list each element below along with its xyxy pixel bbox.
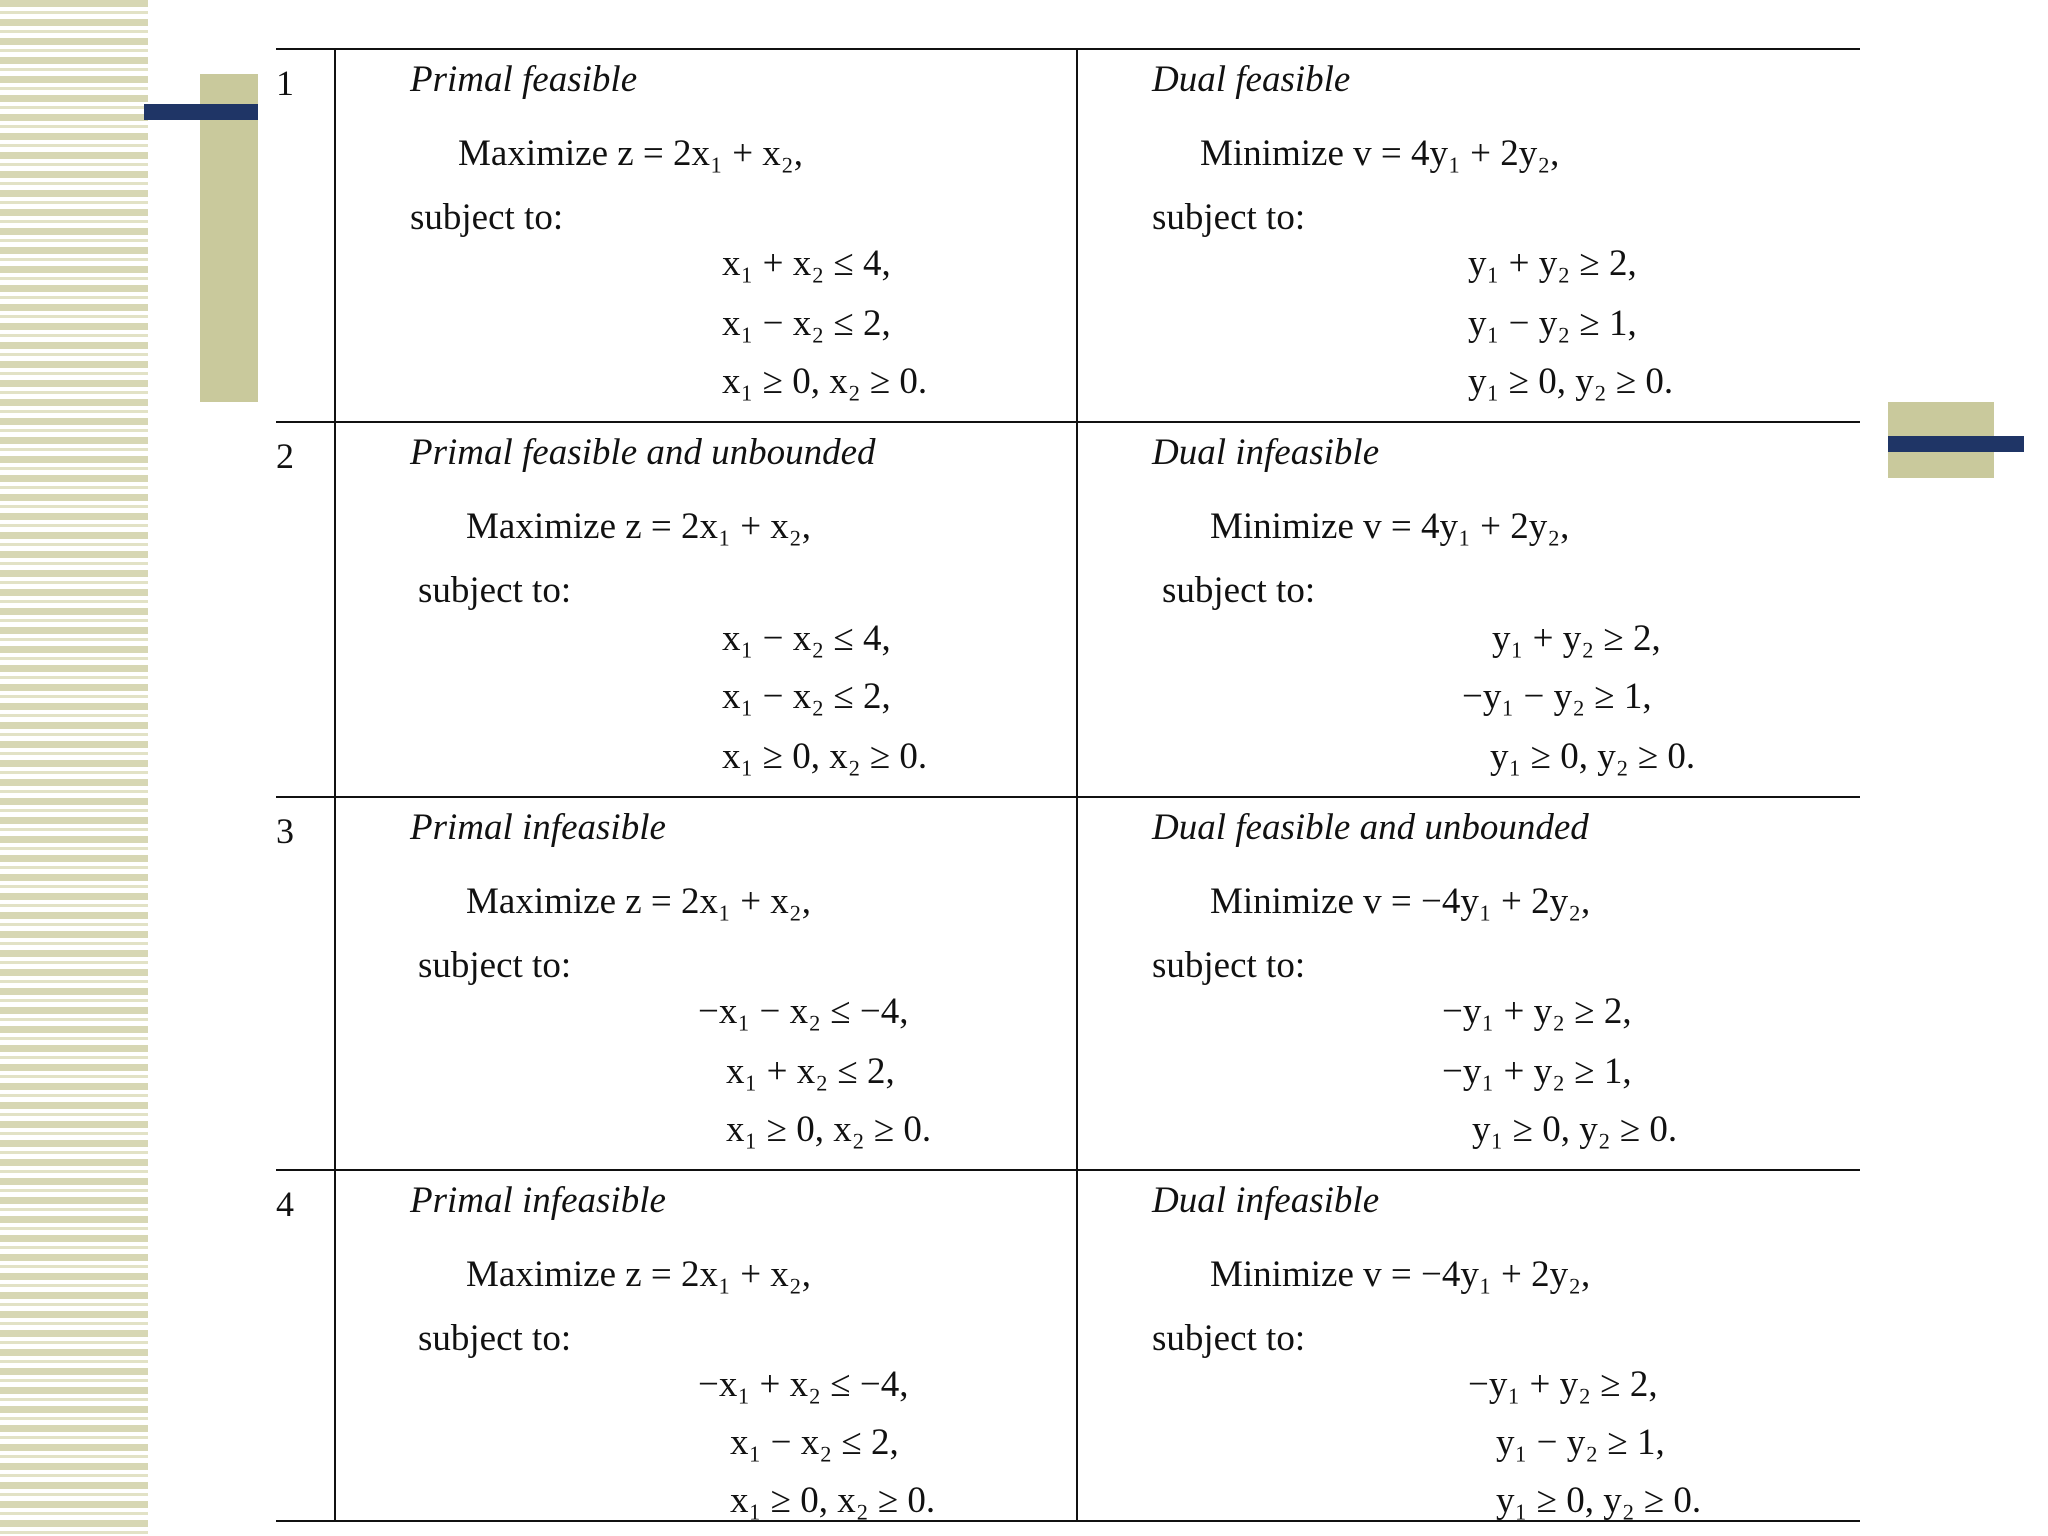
table-row (276, 1169, 1860, 1520)
primal-objective: Maximize z = 2x₁ + x₂, (466, 881, 811, 922)
table-row (276, 48, 1860, 421)
primal-constraint: −x₁ + x₂ ≤ −4, (698, 1364, 909, 1405)
primal-heading: Primal feasible and unbounded (410, 432, 876, 473)
primal-constraint: x₁ ≥ 0, x₂ ≥ 0. (730, 1480, 936, 1521)
dual-constraint: y₁ ≥ 0, y₂ ≥ 0. (1468, 361, 1674, 402)
dual-constraint: y₁ − y₂ ≥ 1, (1496, 1422, 1665, 1463)
dual-objective: Minimize v = 4y₁ + 2y₂, (1200, 133, 1560, 174)
primal-constraint: x₁ − x₂ ≤ 2, (722, 676, 891, 717)
dual-heading: Dual infeasible (1152, 1180, 1380, 1221)
primal-heading: Primal feasible (410, 59, 638, 100)
dual-objective: Minimize v = 4y₁ + 2y₂, (1210, 506, 1570, 547)
dual-constraint: −y₁ + y₂ ≥ 2, (1468, 1364, 1658, 1405)
primal-constraint: x₁ + x₂ ≤ 4, (722, 243, 891, 284)
dual-constraint: y₁ + y₂ ≥ 2, (1492, 618, 1661, 659)
row-number: 2 (276, 436, 294, 476)
primal-heading: Primal infeasible (410, 807, 666, 848)
duality-table (276, 48, 1860, 1524)
primal-constraint: x₁ − x₂ ≤ 4, (722, 618, 891, 659)
table-row (276, 796, 1860, 1169)
navy-bar-top-left (144, 104, 258, 120)
primal-constraint: −x₁ − x₂ ≤ −4, (698, 991, 909, 1032)
subject-to-label: subject to: (418, 1318, 572, 1359)
dual-objective: Minimize v = −4y₁ + 2y₂, (1210, 1254, 1591, 1295)
subject-to-label: subject to: (418, 570, 572, 611)
primal-constraint: x₁ ≥ 0, x₂ ≥ 0. (726, 1109, 932, 1150)
subject-to-label: subject to: (1152, 945, 1306, 986)
row-number: 3 (276, 811, 294, 851)
row-number: 1 (276, 63, 294, 103)
dual-constraint: y₁ + y₂ ≥ 2, (1468, 243, 1637, 284)
dual-constraint: y₁ ≥ 0, y₂ ≥ 0. (1472, 1109, 1678, 1150)
dual-constraint: −y₁ − y₂ ≥ 1, (1462, 676, 1652, 717)
dual-constraint: y₁ ≥ 0, y₂ ≥ 0. (1490, 736, 1696, 777)
dual-constraint: y₁ ≥ 0, y₂ ≥ 0. (1496, 1480, 1702, 1521)
dual-heading: Dual feasible (1152, 59, 1351, 100)
dual-objective: Minimize v = −4y₁ + 2y₂, (1210, 881, 1591, 922)
subject-to-label: subject to: (1152, 197, 1306, 238)
primal-constraint: x₁ + x₂ ≤ 2, (726, 1051, 895, 1092)
subject-to-label: subject to: (418, 945, 572, 986)
primal-objective: Maximize z = 2x₁ + x₂, (458, 133, 803, 174)
dual-heading: Dual infeasible (1152, 432, 1380, 473)
dual-constraint: −y₁ + y₂ ≥ 1, (1442, 1051, 1632, 1092)
subject-to-label: subject to: (1152, 1318, 1306, 1359)
left-stripe-decoration (0, 0, 148, 1536)
olive-block-top-left (200, 74, 258, 402)
table-row (276, 421, 1860, 796)
navy-bar-right (1888, 436, 2024, 452)
primal-constraint: x₁ ≥ 0, x₂ ≥ 0. (722, 736, 928, 777)
primal-constraint: x₁ − x₂ ≤ 2, (730, 1422, 899, 1463)
row-number: 4 (276, 1184, 294, 1224)
primal-constraint: x₁ − x₂ ≤ 2, (722, 303, 891, 344)
primal-objective: Maximize z = 2x₁ + x₂, (466, 1254, 811, 1295)
primal-objective: Maximize z = 2x₁ + x₂, (466, 506, 811, 547)
subject-to-label: subject to: (410, 197, 564, 238)
dual-heading: Dual feasible and unbounded (1152, 807, 1589, 848)
primal-constraint: x₁ ≥ 0, x₂ ≥ 0. (722, 361, 928, 402)
dual-constraint: y₁ − y₂ ≥ 1, (1468, 303, 1637, 344)
subject-to-label: subject to: (1162, 570, 1316, 611)
primal-heading: Primal infeasible (410, 1180, 666, 1221)
dual-constraint: −y₁ + y₂ ≥ 2, (1442, 991, 1632, 1032)
